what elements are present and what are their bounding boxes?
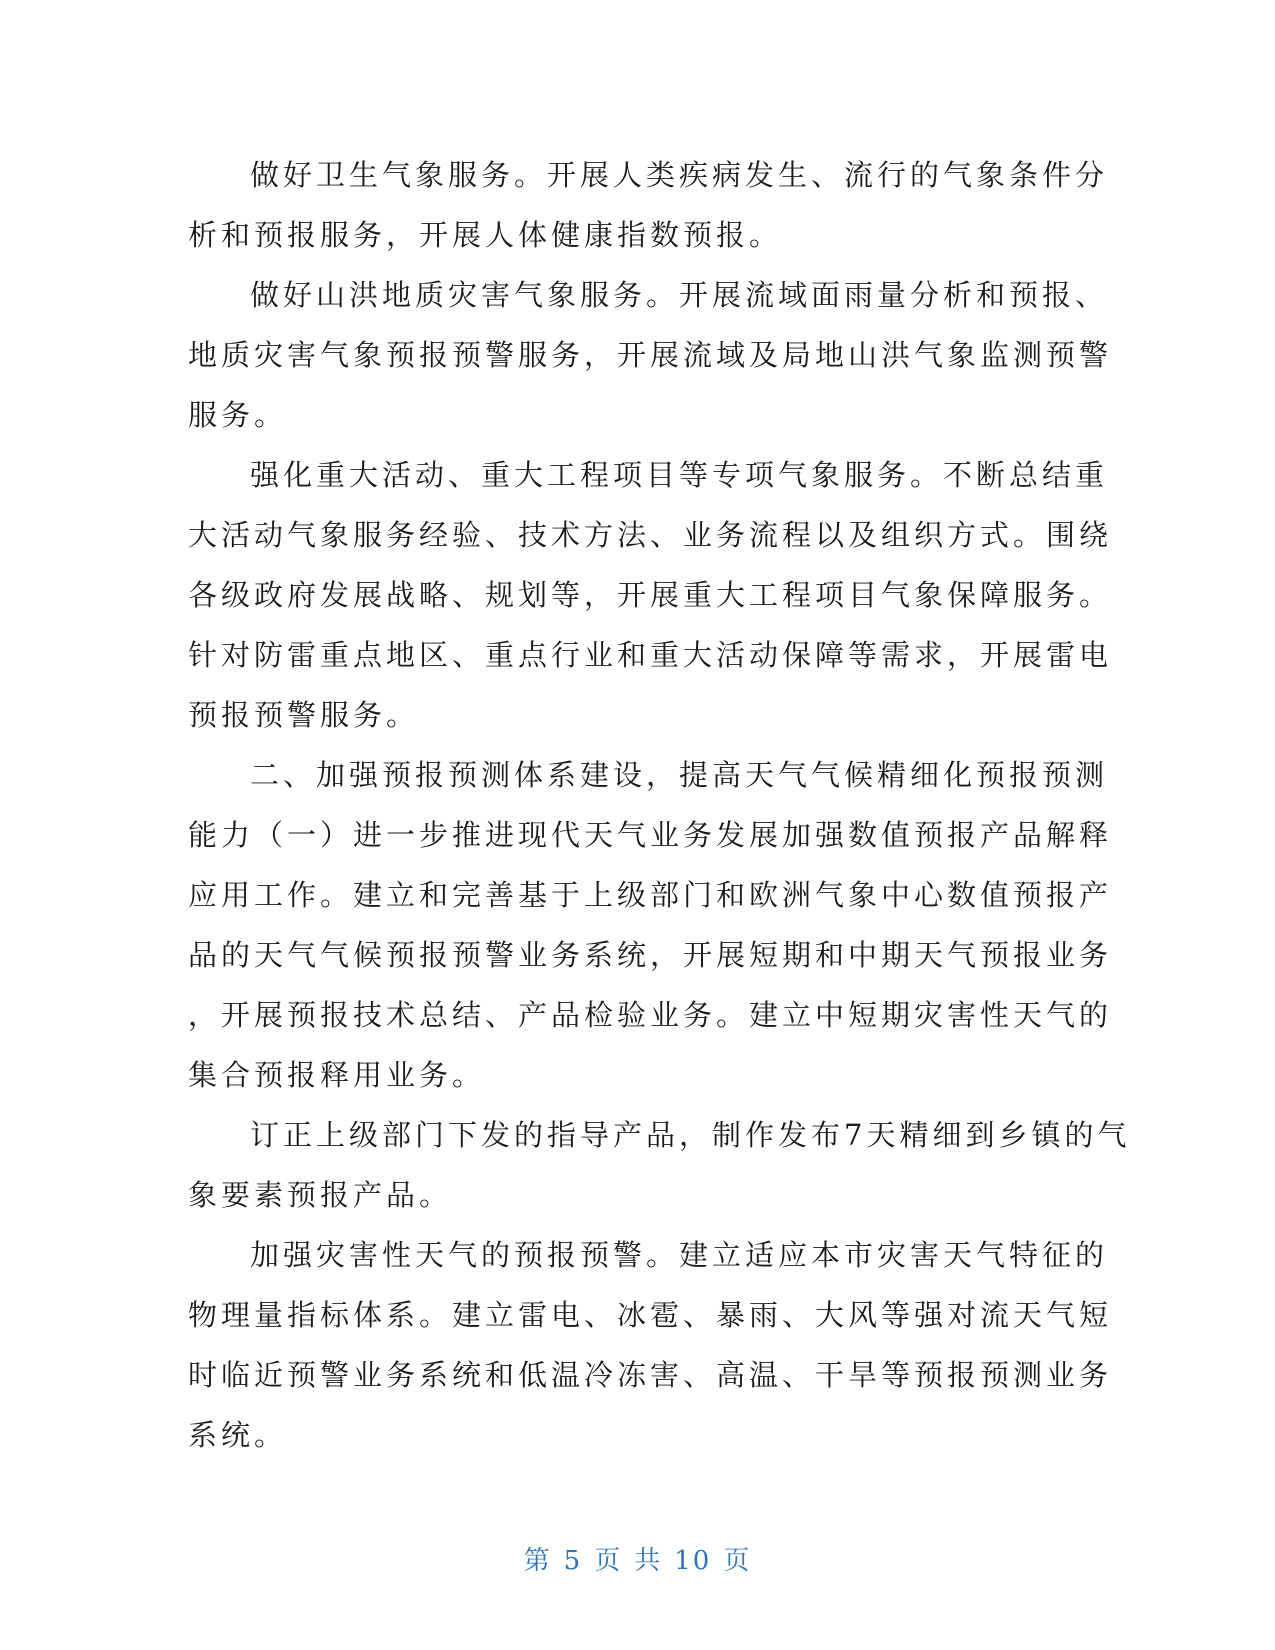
footer-suffix: 页 — [723, 1546, 752, 1576]
paragraph-line: 象要素预报产品。 — [188, 1178, 453, 1212]
paragraph-line: 析和预报服务，开展人体健康指数预报。 — [188, 218, 783, 252]
paragraph-line: 系统。 — [188, 1418, 288, 1452]
paragraph-line: 针对防雷重点地区、重点行业和重大活动保障等需求，开展雷电 — [188, 638, 1113, 672]
footer-total-pages: 10 — [674, 1546, 712, 1576]
paragraph-line: 加强灾害性天气的预报预警。建立适应本市灾害天气特征的 — [250, 1238, 1109, 1272]
paragraph-line: 做好山洪地质灾害气象服务。开展流域面雨量分析和预报、 — [250, 278, 1109, 312]
paragraph-line: 强化重大活动、重大工程项目等专项气象服务。不断总结重 — [250, 458, 1109, 492]
paragraph-line: 大活动气象服务经验、技术方法、业务流程以及组织方式。围绕 — [188, 518, 1113, 552]
footer-prefix: 第 — [523, 1546, 552, 1576]
footer-page-word: 页 — [594, 1546, 623, 1576]
paragraph-line: 二、加强预报预测体系建设，提高天气气候精细化预报预测 — [250, 758, 1109, 792]
paragraph-line: 物理量指标体系。建立雷电、冰雹、暴雨、大风等强对流天气短 — [188, 1298, 1113, 1332]
paragraph-line: 订正上级部门下发的指导产品，制作发布7天精细到乡镇的气 — [250, 1118, 1131, 1152]
paragraph-line: 服务。 — [188, 398, 288, 432]
page-number-footer — [0, 1540, 1275, 1577]
footer-total-word: 共 — [634, 1546, 663, 1576]
paragraph-line: 各级政府发展战略、规划等，开展重大工程项目气象保障服务。 — [188, 578, 1113, 612]
footer-current-page: 5 — [563, 1546, 583, 1576]
paragraph-line: ，开展预报技术总结、产品检验业务。建立中短期灾害性天气的 — [188, 998, 1113, 1032]
paragraph-line: 应用工作。建立和完善基于上级部门和欧洲气象中心数值预报产 — [188, 878, 1113, 912]
paragraph-line: 能力（一）进一步推进现代天气业务发展加强数值预报产品解释 — [188, 818, 1113, 852]
paragraph-line: 预报预警服务。 — [188, 698, 420, 732]
paragraph-line: 做好卫生气象服务。开展人类疾病发生、流行的气象条件分 — [250, 158, 1109, 192]
document-body — [188, 145, 1131, 1465]
paragraph-line: 时临近预警业务系统和低温冷冻害、高温、干旱等预报预测业务 — [188, 1358, 1113, 1392]
paragraph-line: 集合预报释用业务。 — [188, 1058, 486, 1092]
paragraph-line: 地质灾害气象预报预警服务，开展流域及局地山洪气象监测预警 — [188, 338, 1113, 372]
paragraph-line: 品的天气气候预报预警业务系统，开展短期和中期天气预报业务 — [188, 938, 1113, 972]
